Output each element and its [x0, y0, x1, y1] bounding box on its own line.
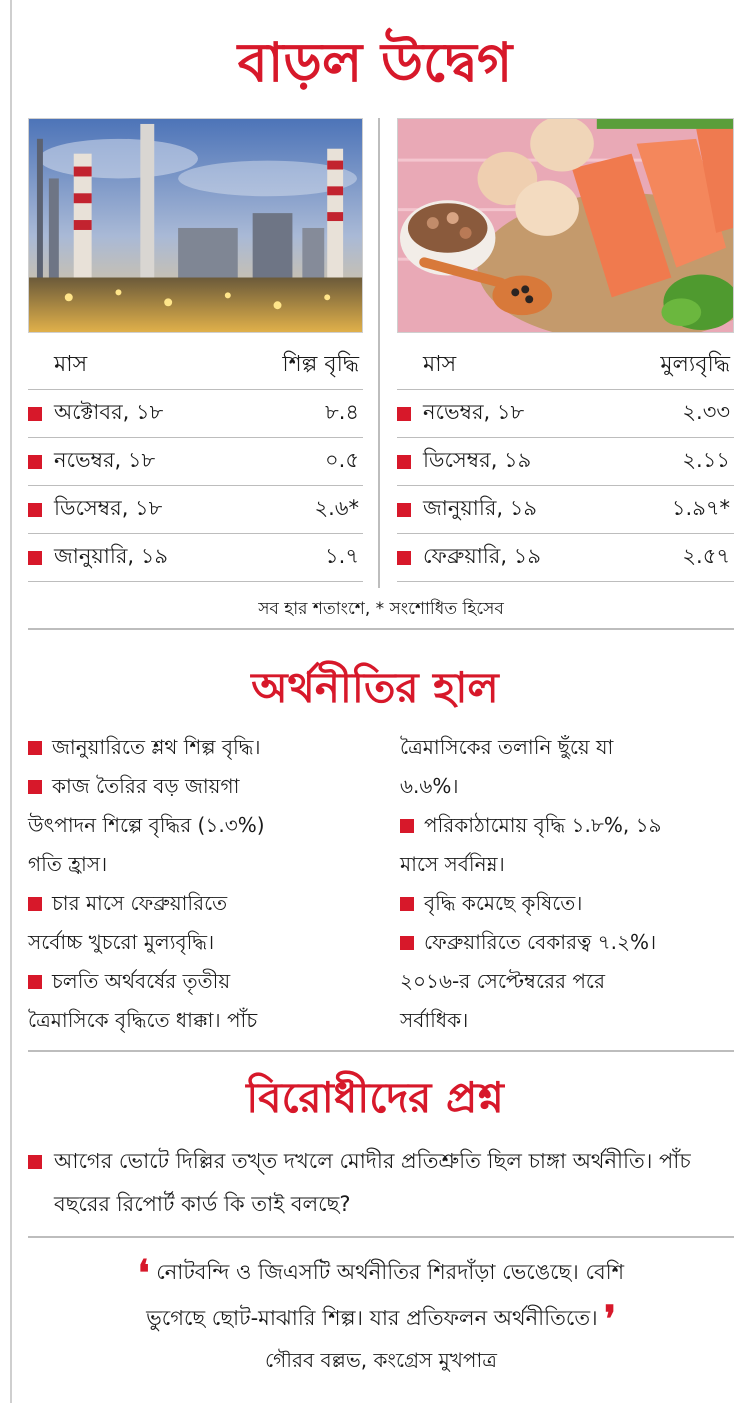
bullet-square [400, 936, 414, 950]
bullet-square [28, 975, 42, 989]
list-item: চলতি অর্থবর্ষের তৃতীয় [28, 962, 373, 1001]
table-row [28, 390, 363, 438]
list-item: ফেব্রুয়ারিতে বেকারত্ব ৭.২%। [400, 923, 734, 962]
list-item-continuation: ত্রৈমাসিকে বৃদ্ধিতে ধাক্কা। পাঁচ [28, 1008, 258, 1032]
table-row [397, 390, 734, 438]
row-value: ৮.৪ [325, 400, 359, 424]
list-item: চার মাসে ফেব্রুয়ারিতে [28, 884, 373, 923]
open-quote-icon: ❛ [137, 1252, 150, 1294]
opposition-question [28, 1140, 734, 1226]
table-row [28, 438, 363, 486]
row-month: ফেব্রুয়ারি, ১৯ [423, 544, 541, 568]
row-month: অক্টোবর, ১৮ [54, 400, 164, 424]
row-value: ২.১১ [682, 448, 730, 472]
price-rise-table [397, 340, 734, 582]
price-table-header [397, 340, 734, 390]
row-month: নভেম্বর, ১৮ [423, 400, 525, 424]
bullet-square [28, 455, 42, 469]
section-divider [28, 1050, 734, 1052]
list-item-continuation: ২০১৬-র সেপ্টেম্বরের পরে [400, 969, 605, 993]
row-value: ১.৯৭* [671, 496, 730, 520]
row-value: ২.৩৩ [682, 400, 730, 424]
bullet-square [28, 780, 42, 794]
row-value: ২.৬* [314, 496, 359, 520]
list-item-continuation: সর্বাধিক। [400, 1008, 469, 1032]
price-value-header: মুল্যবৃদ্ধি [660, 352, 730, 377]
list-item: কাজ তৈরির বড় জায়গা [28, 767, 373, 806]
quote-block [28, 1250, 734, 1342]
table-row [28, 486, 363, 534]
row-month: জানুয়ারি, ১৯ [423, 496, 538, 520]
bullet-square [400, 897, 414, 911]
row-month: জানুয়ারি, ১৯ [54, 544, 169, 568]
bullet-square [397, 455, 411, 469]
opposition-question-text: আগের ভোটে দিল্লির তখ্‌ত দখলে মোদীর প্রতিশ্রুতি ছিল চাঙ্গা অর্থনীতি। পাঁচ বছরের রিপোর্ট কার্ড কি তাই বলছে? [54, 1149, 691, 1216]
bullet-square [397, 407, 411, 421]
list-item-continuation: মাসে সর্বনিম্ন। [400, 852, 505, 876]
bullet-square [28, 897, 42, 911]
economy-points-right [400, 728, 734, 1040]
column-divider [378, 118, 380, 588]
table-row [397, 534, 734, 582]
bullet-square [28, 741, 42, 755]
bullet-square [400, 819, 414, 833]
bullet-square [28, 407, 42, 421]
bullet-square [28, 551, 42, 565]
close-quote-icon: ❜ [604, 1298, 616, 1340]
bullet-square [28, 1155, 42, 1169]
row-month: নভেম্বর, ১৮ [54, 448, 156, 472]
industry-photo [28, 118, 363, 333]
row-value: ০.৫ [325, 448, 359, 472]
economy-headline: অর্থনীতির হাল [251, 663, 499, 712]
industry-table-header [28, 340, 363, 390]
opposition-headline: বিরোধীদের প্রশ্ন [246, 1073, 504, 1122]
quote-source: গৌরব বল্লভ, কংগ্রেস মুখপাত্র [265, 1348, 497, 1372]
quote-line-2: ভুগেছে ছোট-মাঝারি শিল্প। যার প্রতিফলন অর্থনীতিতে। ❜ [146, 1298, 616, 1340]
main-headline: বাড়ল উদ্বেগ [237, 31, 513, 94]
list-item-continuation: গতি হ্রাস। [28, 852, 108, 876]
list-item-continuation: উৎপাদন শিল্পে বৃদ্ধির (১.৩%) [28, 813, 265, 837]
row-month: ডিসেম্বর, ১৯ [423, 448, 532, 472]
row-month: ডিসেম্বর, ১৮ [54, 496, 163, 520]
list-item-continuation: সর্বোচ্চ খুচরো মুল্যবৃদ্ধি। [28, 930, 215, 954]
price-month-header: মাস [423, 352, 457, 377]
economy-points-left [28, 728, 373, 1040]
table-row [397, 486, 734, 534]
section-divider [28, 1236, 734, 1238]
row-value: ১.৭ [325, 544, 359, 568]
industry-growth-table [28, 340, 363, 582]
list-item: পরিকাঠামোয় বৃদ্ধি ১.৮%, ১৯ [400, 806, 734, 845]
list-item: জানুয়ারিতে শ্লথ শিল্প বৃদ্ধি। [28, 728, 373, 767]
section-divider [28, 628, 734, 630]
quote-line-1: ❛ নোটবন্দি ও জিএসটি অর্থনীতির শিরদাঁড়া ভেঙেছে। বেশি [137, 1252, 625, 1294]
row-value: ২.৫৭ [682, 544, 730, 568]
list-item-continuation: ত্রৈমাসিকের তলানি ছুঁয়ে যা [400, 735, 614, 759]
list-item: বৃদ্ধি কমেছে কৃষিতে। [400, 884, 734, 923]
table-row [28, 534, 363, 582]
bullet-square [28, 503, 42, 517]
industry-value-header: শিল্প বৃদ্ধি [282, 352, 359, 377]
table-row [397, 438, 734, 486]
food-photo [397, 118, 734, 333]
industry-month-header: মাস [54, 352, 88, 377]
bullet-square [397, 503, 411, 517]
list-item-continuation: ৬.৬%। [400, 774, 459, 798]
rates-note: সব হার শতাংশে, * সংশোধিত হিসেব [258, 599, 504, 619]
bullet-square [397, 551, 411, 565]
